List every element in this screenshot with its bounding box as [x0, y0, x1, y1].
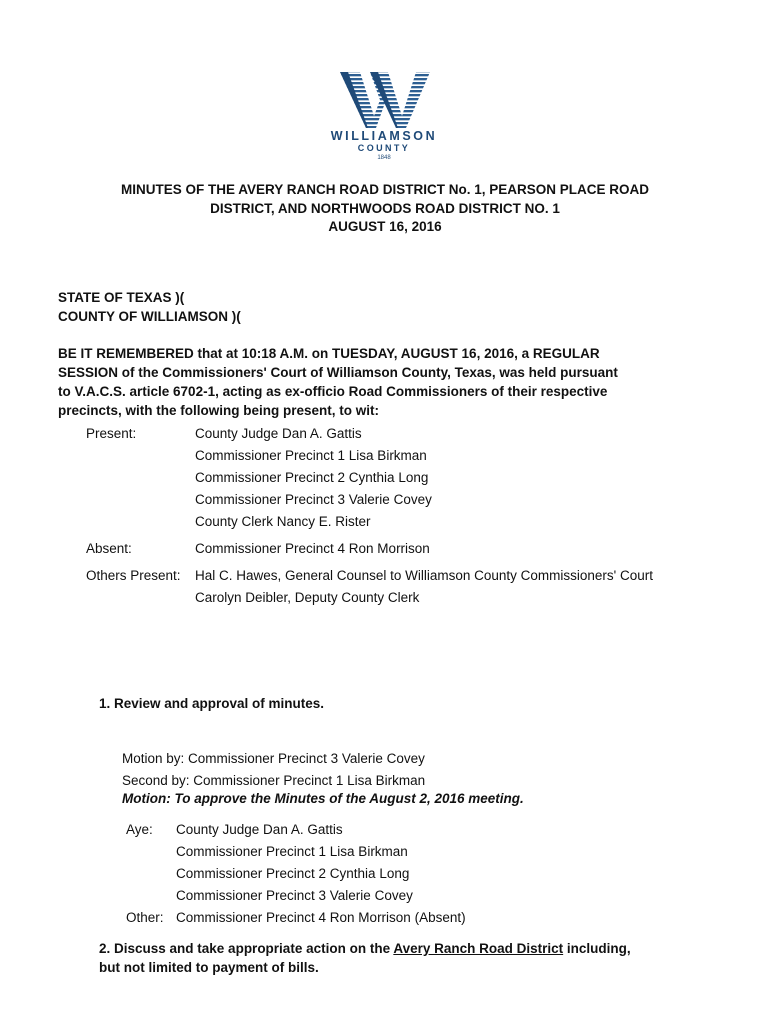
- motion-text: Motion: To approve the Minutes of the August 2, 2016 meeting.: [122, 791, 524, 806]
- item-2-suffix: including,: [563, 941, 631, 956]
- title-line-2: DISTRICT, AND NORTHWOODS ROAD DISTRICT NO. 1: [210, 200, 560, 216]
- absent-label: Absent:: [86, 541, 132, 556]
- item-2-line-2: but not limited to payment of bills.: [99, 960, 319, 975]
- second-by: Second by: Commissioner Precinct 1 Lisa Birkman: [122, 773, 426, 788]
- other-member: Commissioner Precinct 4 Ron Morrison (Absent): [176, 910, 466, 925]
- item-2-prefix: 2. Discuss and take appropriate action on the: [99, 941, 394, 956]
- aye-label: Aye:: [126, 822, 153, 837]
- remembered-line: BE IT REMEMBERED that at 10:18 A.M. on TUESDAY, AUGUST 16, 2016, a REGULAR: [58, 346, 600, 361]
- title-line-1: MINUTES OF THE AVERY RANCH ROAD DISTRICT No. 1, PEARSON PLACE ROAD: [120, 182, 650, 197]
- county-line: COUNTY OF WILLIAMSON )(: [58, 309, 241, 324]
- title-line-3: AUGUST 16, 2016: [328, 219, 442, 234]
- avery-ranch-road-district-link[interactable]: Avery Ranch Road District: [393, 941, 564, 956]
- others-present-label: Others Present:: [86, 568, 181, 583]
- motion-by: Motion by: Commissioner Precinct 3 Valerie Covey: [122, 751, 425, 766]
- logo-year-text: 1848: [377, 155, 391, 161]
- present-label: Present:: [86, 426, 137, 441]
- remembered-line: precincts, with the following being present, to wit:: [58, 403, 380, 418]
- document-title: [40, 181, 730, 237]
- logo-name-text: WILLIAMSON: [330, 129, 438, 143]
- state-line: STATE OF TEXAS )(: [58, 290, 185, 305]
- other-label: Other:: [126, 910, 164, 925]
- others-present-member: Hal C. Hawes, General Counsel to Williamson County Commissioners' Court: [195, 568, 653, 583]
- logo-county-text: COUNTY: [357, 143, 411, 153]
- others-present-member: Carolyn Deibler, Deputy County Clerk: [195, 590, 420, 605]
- aye-member: Commissioner Precinct 1 Lisa Birkman: [176, 844, 408, 859]
- present-member: Commissioner Precinct 3 Valerie Covey: [195, 492, 432, 507]
- present-member: Commissioner Precinct 1 Lisa Birkman: [195, 448, 427, 463]
- item-2-heading: [99, 941, 631, 956]
- present-member: Commissioner Precinct 2 Cynthia Long: [195, 470, 429, 485]
- w-logo-icon: [318, 70, 450, 130]
- remembered-line: SESSION of the Commissioners' Court of Williamson County, Texas, was held pursuant: [58, 365, 618, 380]
- aye-member: Commissioner Precinct 3 Valerie Covey: [176, 888, 413, 903]
- remembered-line: to V.A.C.S. article 6702-1, acting as ex-officio Road Commissioners of their respective: [58, 384, 608, 399]
- item-1-heading: 1. Review and approval of minutes.: [99, 696, 325, 711]
- absent-member: Commissioner Precinct 4 Ron Morrison: [195, 541, 430, 556]
- williamson-county-logo: [318, 70, 450, 166]
- remembered-paragraph: [58, 344, 708, 420]
- aye-member: Commissioner Precinct 2 Cynthia Long: [176, 866, 410, 881]
- present-member: County Clerk Nancy E. Rister: [195, 514, 371, 529]
- present-member: County Judge Dan A. Gattis: [195, 426, 362, 441]
- aye-member: County Judge Dan A. Gattis: [176, 822, 343, 837]
